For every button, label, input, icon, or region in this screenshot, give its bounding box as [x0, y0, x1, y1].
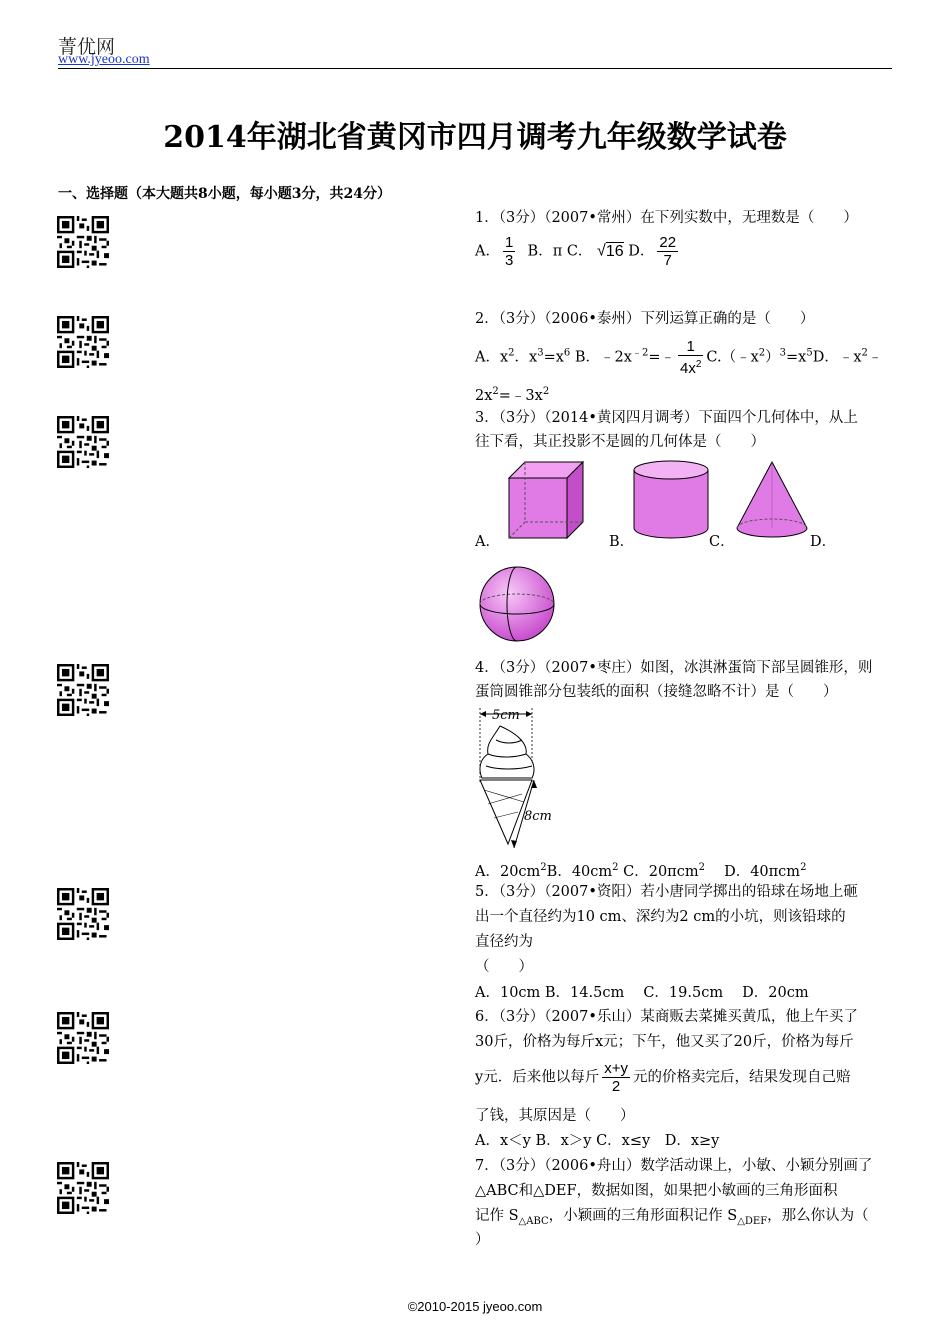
option-label: B．π C． [527, 243, 593, 260]
question-7-stem-line3: 记作 $S_{\triangle ABC}$，小颖画的三角形面积记作 $S_{\triangle DEF}$，那么你认为（ [475, 1208, 869, 1227]
site-url-link[interactable]: www.jyeoo.com [58, 52, 150, 67]
question-5-blank: （ ） [475, 959, 533, 975]
site-logo: 菁优网 [58, 36, 116, 58]
question-4-answers: A．$20cm^2B$．$40cm^2$ C．20πcm$^2$ D．40πcm$^2$ [475, 862, 807, 880]
option-c-label: C． [709, 534, 735, 550]
ice-cream-cone-figure [474, 704, 564, 852]
header-divider [58, 68, 892, 69]
qr-code-icon [57, 316, 109, 368]
sphere-figure [476, 564, 558, 644]
cube-figure [505, 458, 587, 542]
footer-copyright: ©2010-2015 jyeoo.com [407, 1299, 543, 1314]
question-2-stem: 2．（3分）（2006•泰州）下列运算正确的是（ ） [475, 311, 815, 327]
qr-code-icon [57, 1012, 109, 1064]
page-title: 2014年湖北省黄冈市四月调考九年级数学试卷 [163, 120, 787, 155]
question-5-stem-line1: 5．（3分）（2007•资阳）若小唐同学掷出的铅球在场地上砸 [475, 884, 858, 900]
fraction: $\frac{22}{7}$ [659, 234, 677, 269]
qr-code-icon [57, 216, 109, 268]
fraction: $\frac{1}{4x^2}$ [680, 338, 702, 377]
qr-code-icon [57, 888, 109, 940]
question-5-stem-line2: 出一个直径约为10 cm、深约为2 cm的小坑，则该铅球的 [475, 909, 846, 925]
qr-code-icon [57, 664, 109, 716]
option-d-label: D． [810, 534, 837, 550]
svg-text:8cm: 8cm [524, 809, 552, 824]
option-b-label: B． [609, 534, 635, 550]
qr-code-icon [57, 416, 109, 468]
fraction: $\frac{1}{3}$ [504, 234, 514, 269]
question-1-stem: 1．（3分）（2007•常州）在下列实数中，无理数是（ ） [475, 210, 858, 226]
question-6-stem-line2: 30斤，价格为每斤x元；下午，他又买了20斤，价格为每斤 [475, 1034, 854, 1050]
question-2-options-cont: $2x^2=﹣3x^2$ [475, 386, 550, 404]
question-3-stem-line2: 往下看，其正投影不是圆的几何体是（ ） [475, 434, 765, 450]
question-7-stem-line1: 7．（3分）（2006•舟山）数学活动课上，小敏、小颖分别画了 [475, 1158, 873, 1174]
fraction: $\frac{x+y}{2}$ [604, 1060, 628, 1095]
question-6-stem-line3: y元．后来他以每斤 $\frac{x+y}{2}$ 元的价格卖完后，结果发现自己赔 [475, 1060, 851, 1095]
question-2-options: A．$x^2$．$x^3=x^6$ B．$﹣2x^{﹣2}=﹣$ $\frac{1}{4x^2}$ $C.(﹣x^2)^3=x^5D$．$﹣x^2﹣$ [475, 338, 883, 377]
svg-text:5cm: 5cm [492, 708, 520, 723]
question-7-stem-line2: △ABC和△DEF，数据如图，如果把小敏画的三角形面积 [475, 1183, 838, 1199]
question-6-stem-line4: 了钱，其原因是（ ） [475, 1108, 635, 1124]
question-7-stem-line4: ） [475, 1232, 490, 1248]
question-3-stem-line1: 3．（3分）（2014•黄冈四月调考）下面四个几何体中，从上 [475, 410, 858, 426]
question-5-answers: A．10cm B．14.5cm C．19.5cm D．20cm [475, 985, 809, 1001]
question-6-stem-line1: 6．（3分）（2007•乐山）某商贩去菜摊买黄瓜，他上午买了 [475, 1009, 858, 1025]
cone-figure [734, 460, 810, 540]
square-root: √16 [597, 242, 624, 260]
question-4-stem-line1: 4．（3分）（2007•枣庄）如图，冰淇淋蛋筒下部呈圆锥形，则 [475, 660, 873, 676]
option-a-label: A． [475, 534, 500, 550]
cylinder-figure [630, 458, 712, 542]
section-heading: 一、选择题（本大题共8小题，每小题3分，共24分） [58, 186, 391, 202]
qr-code-icon [57, 1162, 109, 1214]
question-1-options [475, 234, 895, 269]
option-label: A． [475, 243, 500, 260]
question-5-stem-line3: 直径约为 [475, 934, 533, 950]
question-4-stem-line2: 蛋筒圆锥部分包装纸的面积（接缝忽略不计）是（ ） [475, 684, 838, 700]
option-label: D． [628, 243, 655, 260]
question-6-answers: A．x＜y B．x＞y C．x≤y D．x≥y [475, 1133, 720, 1149]
